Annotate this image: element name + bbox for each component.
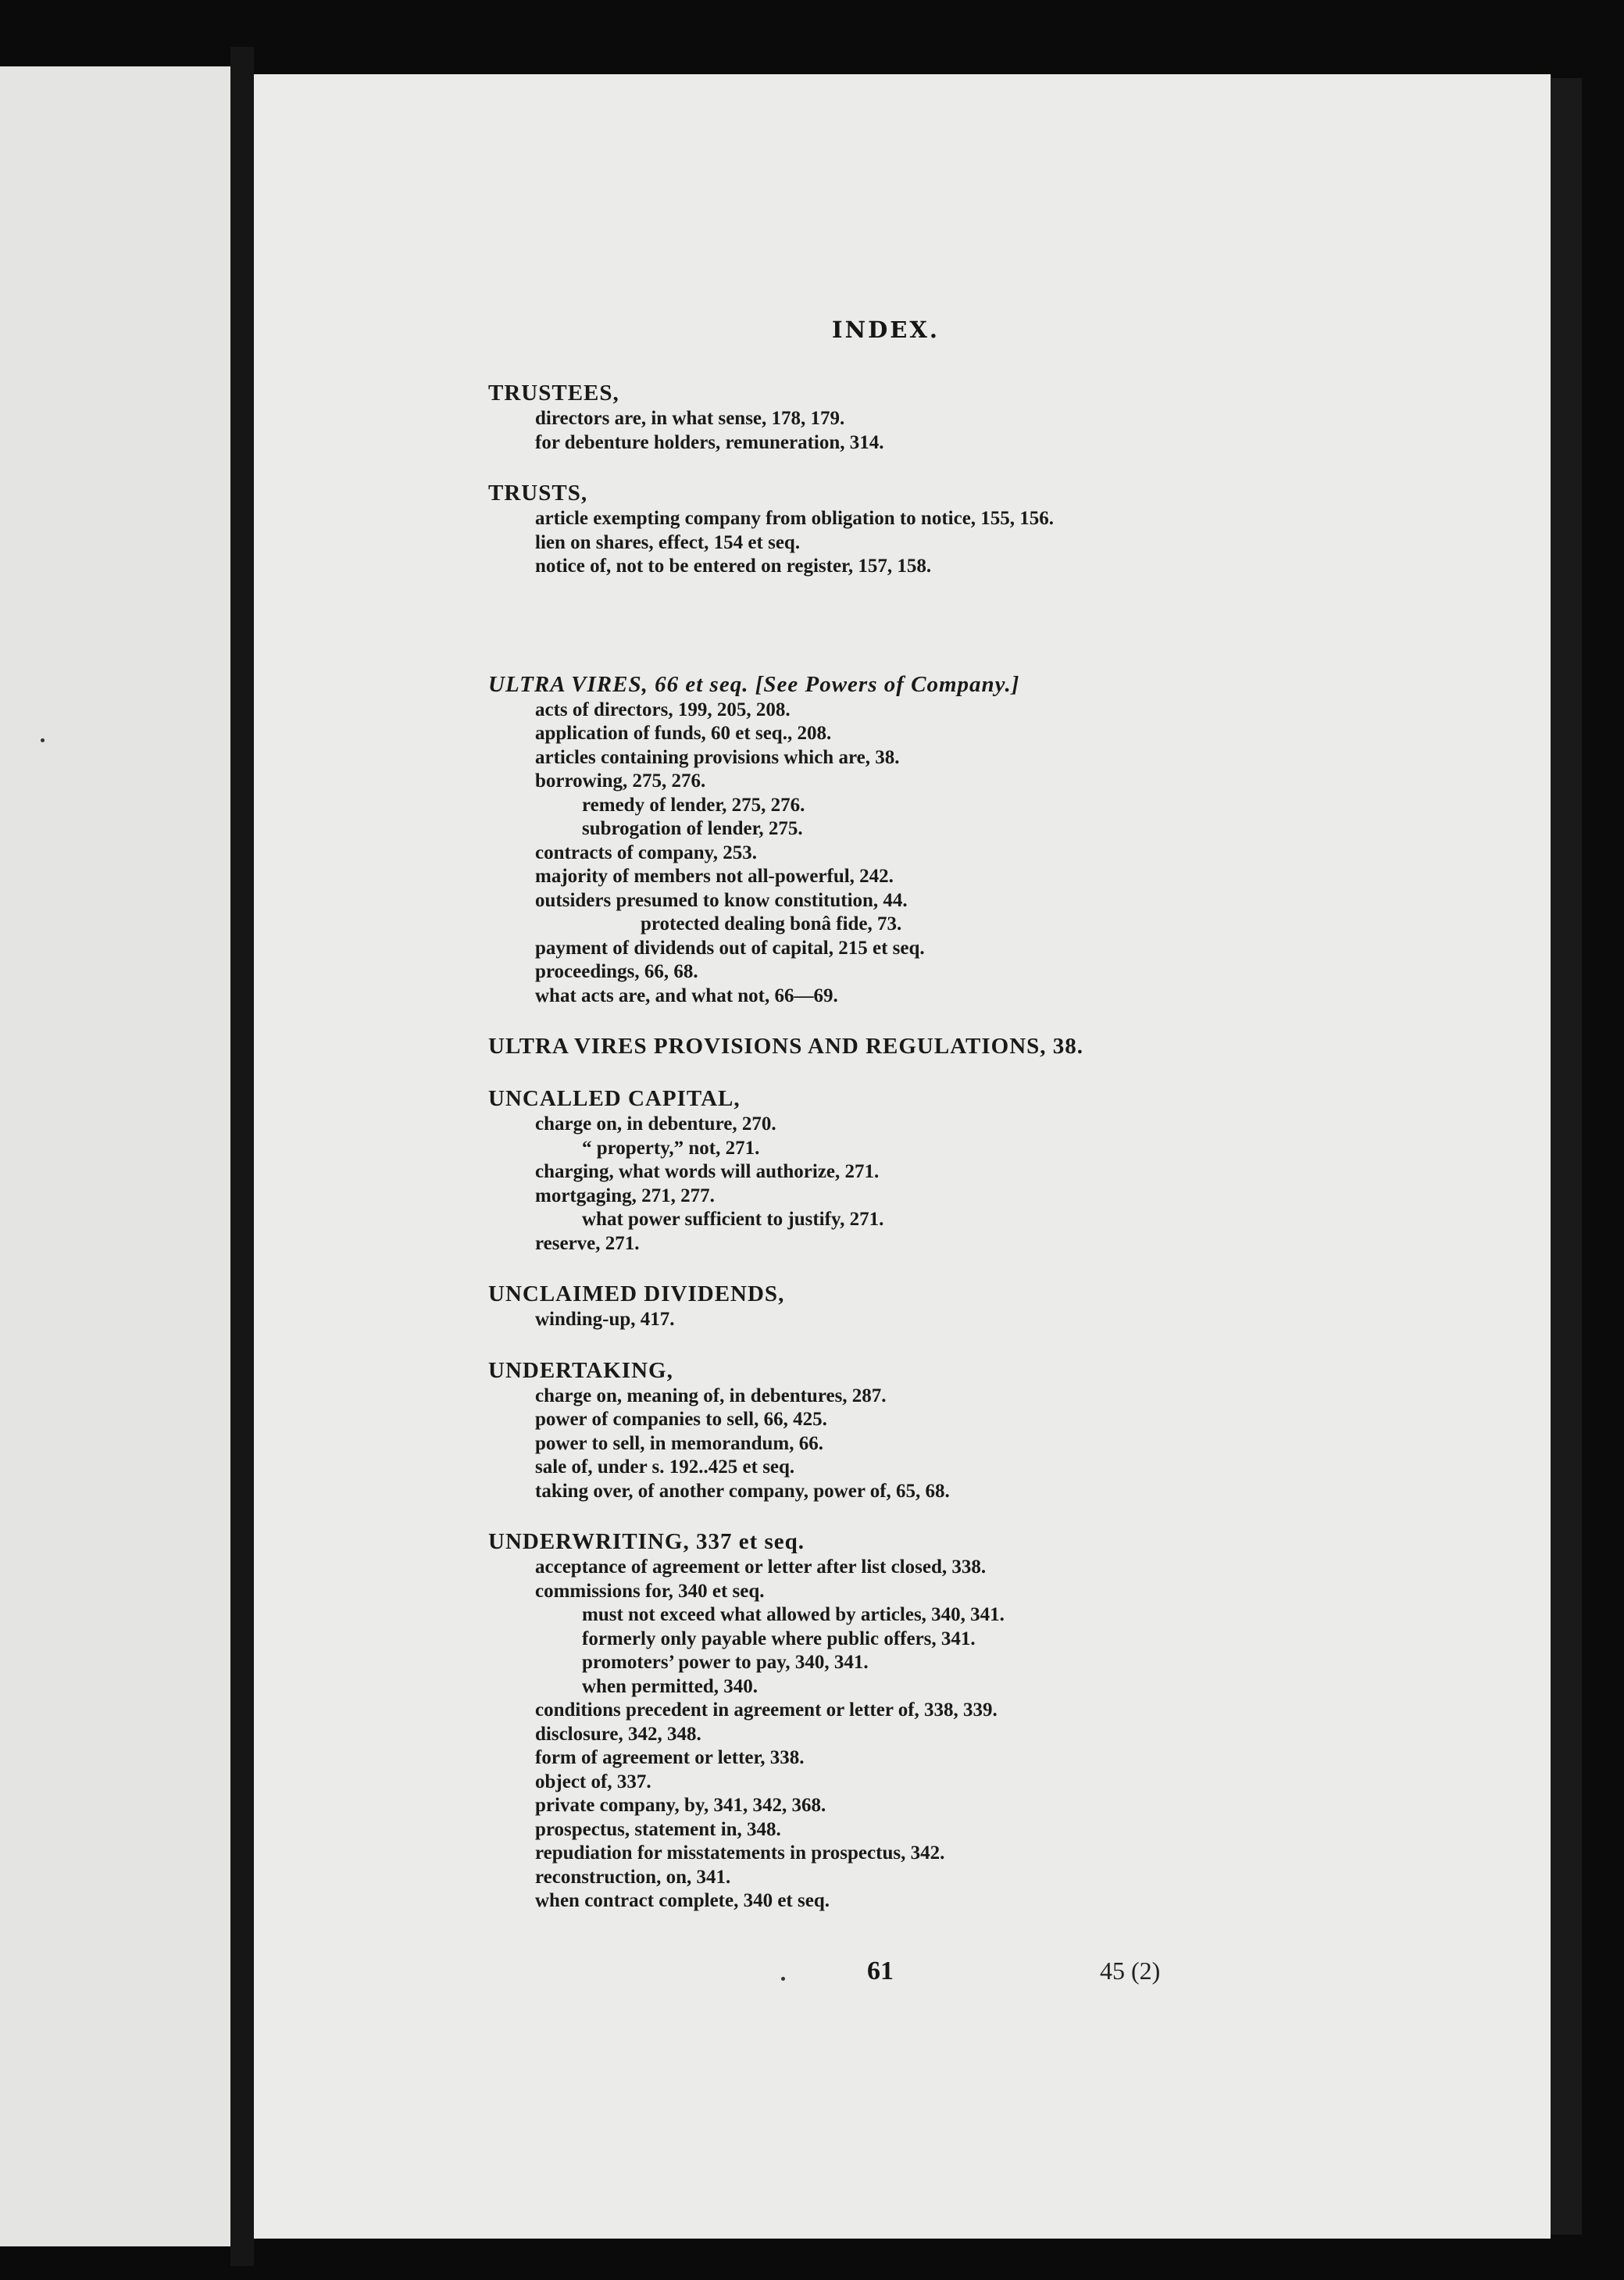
index-subentry: article exempting company from obligation to notice, 155, 156.: [535, 508, 1055, 529]
index-subentry: conditions precedent in agreement or letter of, 338, 339.: [535, 1699, 998, 1721]
index-subentry: borrowing, 275, 276.: [535, 770, 706, 792]
index-subentry: repudiation for misstatements in prospectus, 342.: [535, 1842, 945, 1864]
index-heading: UNCALLED CAPITAL,: [488, 1086, 741, 1111]
index-subentry: taking over, of another company, power of, 65, 68.: [535, 1480, 950, 1502]
index-subentry: charge on, meaning of, in debentures, 287.: [535, 1385, 887, 1406]
index-subentry: subrogation of lender, 275.: [582, 818, 803, 839]
index-subentry: what power sufficient to justify, 271.: [582, 1209, 884, 1230]
page-title: INDEX.: [832, 316, 940, 343]
index-subentry: reserve, 271.: [535, 1232, 640, 1254]
index-subentry: power of companies to sell, 66, 425.: [535, 1409, 827, 1430]
index-subentry: promoters’ power to pay, 340, 341.: [582, 1652, 869, 1673]
speck: [41, 738, 45, 742]
index-heading: ULTRA VIRES, 66 et seq. [See Powers of Company.]: [488, 671, 1020, 697]
index-subentry: form of agreement or letter, 338.: [535, 1747, 805, 1768]
index-subentry: outsiders presumed to know constitution, 44.: [535, 889, 908, 911]
index-subentry: private company, by, 341, 342, 368.: [535, 1795, 826, 1816]
index-subentry: what acts are, and what not, 66—69.: [535, 985, 838, 1006]
index-heading: TRUSTS,: [488, 481, 588, 506]
index-subentry: sale of, under s. 192..425 et seq.: [535, 1456, 795, 1478]
index-subentry: mortgaging, 271, 277.: [535, 1185, 715, 1206]
index-subentry: “ property,” not, 271.: [582, 1137, 760, 1159]
index-subentry: formerly only payable where public offers, 341.: [582, 1628, 976, 1649]
index-subentry: notice of, not to be entered on register, 157, 158.: [535, 556, 932, 577]
signature-mark: 45 (2): [1100, 1957, 1161, 1985]
index-subentry: prospectus, statement in, 348.: [535, 1818, 781, 1840]
index-subentry: contracts of company, 253.: [535, 842, 757, 863]
index-heading: UNCLAIMED DIVIDENDS,: [488, 1281, 785, 1306]
index-heading: UNDERTAKING,: [488, 1357, 673, 1383]
index-subentry: winding-up, 417.: [535, 1309, 675, 1330]
index-subentry: acceptance of agreement or letter after list closed, 338.: [535, 1556, 987, 1578]
index-subentry: for debenture holders, remuneration, 314.: [535, 431, 884, 453]
index-subentry: lien on shares, effect, 154 et seq.: [535, 531, 801, 553]
index-subentry: application of funds, 60 et seq., 208.: [535, 723, 832, 744]
index-subentry: reconstruction, on, 341.: [535, 1866, 731, 1888]
index-heading: UNDERWRITING, 337 et seq.: [488, 1529, 805, 1554]
index-subentry: proceedings, 66, 68.: [535, 961, 698, 982]
speck: [781, 1977, 785, 1981]
index-subentry: when contract complete, 340 et seq.: [535, 1890, 830, 1911]
index-heading: ULTRA VIRES PROVISIONS AND REGULATIONS, 38.: [488, 1034, 1084, 1059]
page-number: 61: [867, 1957, 894, 1985]
index-subentry: disclosure, 342, 348.: [535, 1723, 701, 1745]
index-subentry: payment of dividends out of capital, 215 et seq.: [535, 937, 925, 959]
index-subentry: protected dealing bonâ fide, 73.: [641, 913, 902, 935]
index-subentry: power to sell, in memorandum, 66.: [535, 1432, 823, 1454]
index-subentry: charge on, in debenture, 270.: [535, 1113, 776, 1135]
index-subentry: charging, what words will authorize, 271.: [535, 1161, 880, 1182]
index-subentry: remedy of lender, 275, 276.: [582, 794, 805, 816]
index-subentry: object of, 337.: [535, 1771, 651, 1792]
index-subentry: must not exceed what allowed by articles, 340, 341.: [582, 1604, 1005, 1625]
index-subentry: majority of members not all-powerful, 242.: [535, 866, 894, 887]
index-subentry: articles containing provisions which are, 38.: [535, 746, 900, 768]
index-subentry: directors are, in what sense, 178, 179.: [535, 408, 845, 429]
index-heading: TRUSTEES,: [488, 381, 619, 406]
index-subentry: acts of directors, 199, 205, 208.: [535, 699, 791, 720]
index-subentry: commissions for, 340 et seq.: [535, 1580, 765, 1602]
index-subentry: when permitted, 340.: [582, 1675, 758, 1697]
